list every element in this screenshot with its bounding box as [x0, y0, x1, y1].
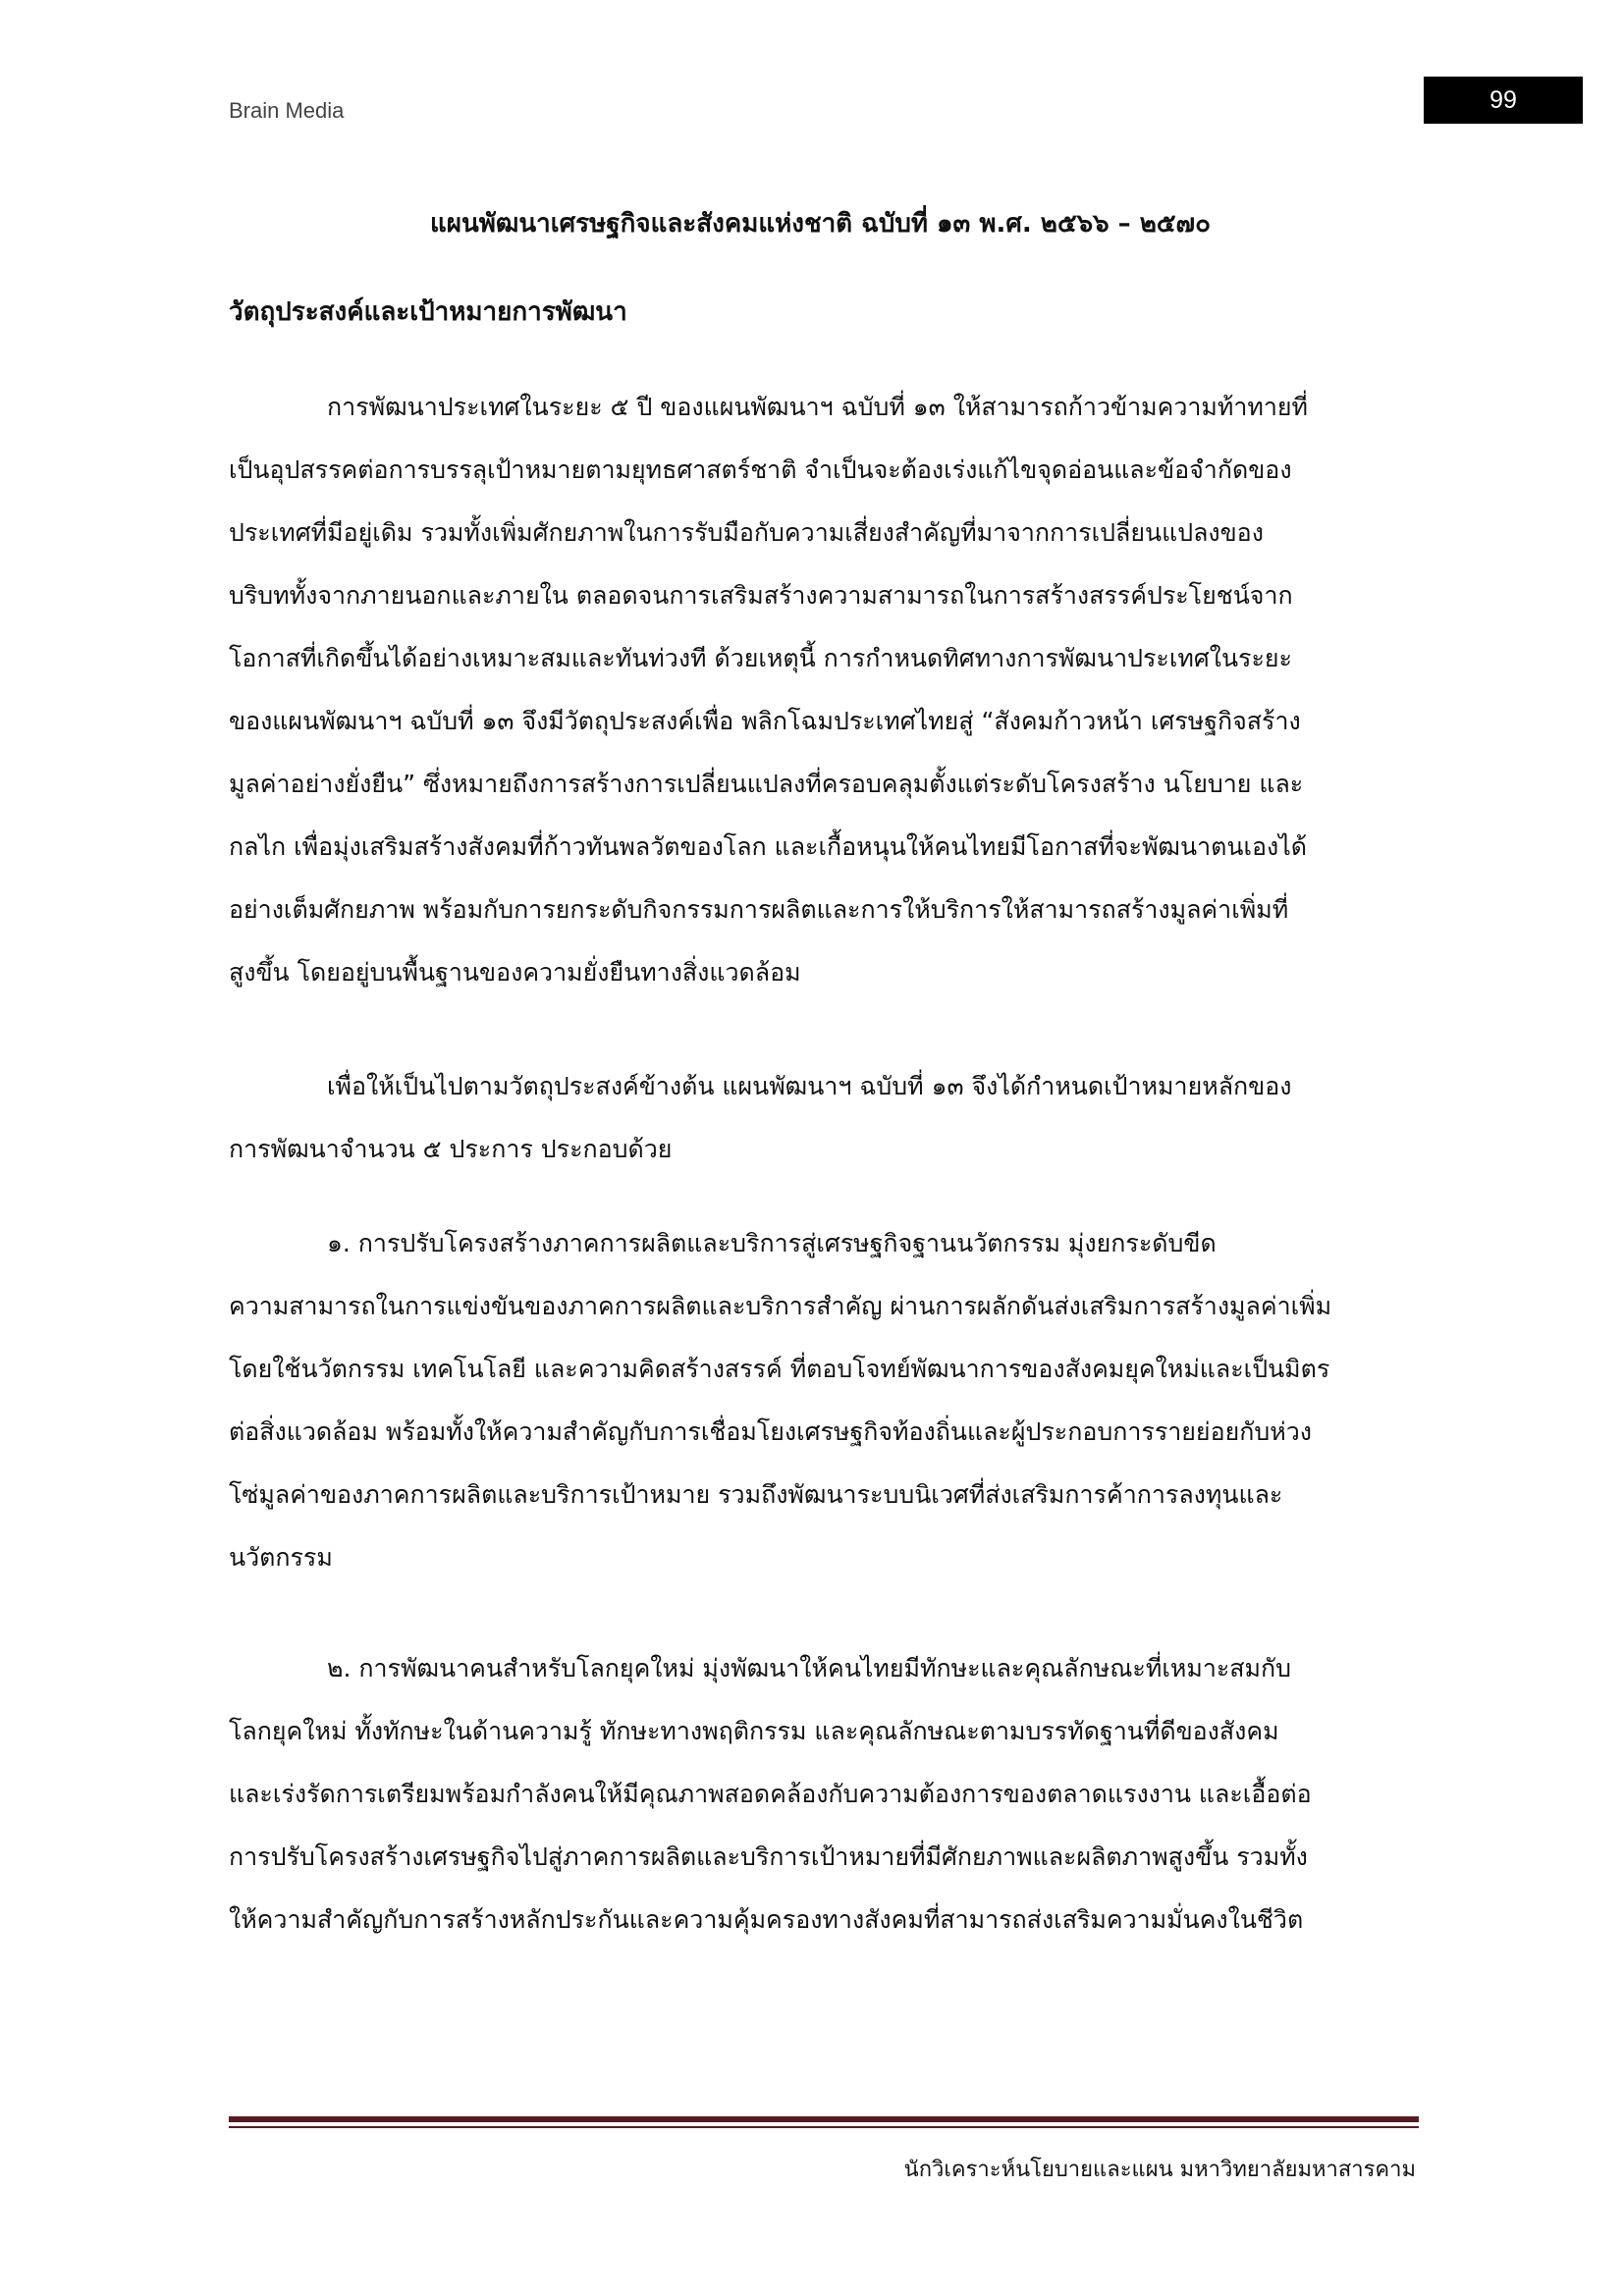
paragraph-line: ๑. การปรับโครงสร้างภาคการผลิตและบริการสู่เศรษฐกิจฐานนวัตกรรม มุ่งยกระดับขีด	[327, 1229, 1217, 1257]
footer-rule	[229, 2116, 1419, 2122]
paragraph-line: นวัตกรรม	[229, 1543, 333, 1572]
paragraph-line: กลไก เพื่อมุ่งเสริมสร้างสังคมที่ก้าวทันพลวัตของโลก และเกื้อหนุนให้คนไทยมีโอกาสที่จะพัฒนาตนเองได้	[229, 832, 1308, 861]
paragraph-line: ๒. การพัฒนาคนสำหรับโลกยุคใหม่ มุ่งพัฒนาให้คนไทยมีทักษะและคุณลักษณะที่เหมาะสมกับ	[327, 1654, 1292, 1682]
footer-text: นักวิเคราะห์นโยบายและแผน มหาวิทยาลัยมหาสารคาม	[903, 2158, 1416, 2182]
paragraph-line: มูลค่าอย่างยั่งยืน” ซึ่งหมายถึงการสร้างการเปลี่ยนแปลงที่ครอบคลุมตั้งแต่ระดับโครงสร้าง นโยบาย และ	[229, 770, 1304, 798]
paragraph-line: ต่อสิ่งแวดล้อม พร้อมทั้งให้ความสำคัญกับการเชื่อมโยงเศรษฐกิจท้องถิ่นและผู้ประกอบการรายย่อยกับห่วง	[229, 1417, 1312, 1446]
paragraph-goal-2	[229, 1637, 1412, 1951]
paragraph-line: และเร่งรัดการเตรียมพร้อมกำลังคนให้มีคุณภาพสอดคล้องกับความต้องการของตลาดแรงงาน และเอื้อต่อ	[229, 1780, 1312, 1808]
footer-rule-thin	[229, 2126, 1419, 2128]
paragraph-line: ของแผนพัฒนาฯ ฉบับที่ ๑๓ จึงมีวัตถุประสงค์เพื่อ พลิกโฉมประเทศไทยสู่ “สังคมก้าวหน้า เศรษฐกิจสร้าง	[229, 707, 1301, 735]
paragraph-line: เป็นอุปสรรคต่อการบรรลุเป้าหมายตามยุทธศาสตร์ชาติ จำเป็นจะต้องเร่งแก้ไขจุดอ่อนและข้อจำกัดของ	[229, 455, 1292, 484]
paragraph-line: เพื่อให้เป็นไปตามวัตถุประสงค์ข้างต้น แผนพัฒนาฯ ฉบับที่ ๑๓ จึงได้กำหนดเป้าหมายหลักของ	[327, 1072, 1292, 1100]
paragraph-line: การพัฒนาประเทศในระยะ ๕ ปี ของแผนพัฒนาฯ ฉบับที่ ๑๓ ให้สามารถก้าวข้ามความท้าทายที่	[327, 393, 1309, 421]
paragraph-line: ให้ความสำคัญกับการสร้างหลักประกันและความคุ้มครองทางสังคมที่สามารถส่งเสริมความมั่นคงในชีวิต	[229, 1905, 1304, 1934]
paragraph-line: การพัฒนาจำนวน ๕ ประการ ประกอบด้วย	[229, 1135, 673, 1163]
paragraph-line: โซ่มูลค่าของภาคการผลิตและบริการเป้าหมาย รวมถึงพัฒนาระบบนิเวศที่ส่งเสริมการค้าการลงทุนและ	[229, 1480, 1283, 1509]
paragraph-line: บริบททั้งจากภายนอกและภายใน ตลอดจนการเสริมสร้างความสามารถในการสร้างสรรค์ประโยชน์จาก	[229, 581, 1293, 610]
paragraph-line: สูงขึ้น โดยอยู่บนพื้นฐานของความยั่งยืนทางสิ่งแวดล้อม	[229, 958, 801, 987]
paragraph-line: ความสามารถในการแข่งขันของภาคการผลิตและบริการสำคัญ ผ่านการผลักดันส่งเสริมการสร้างมูลค่าเพิ่ม	[229, 1292, 1332, 1320]
paragraph-line: อย่างเต็มศักยภาพ พร้อมกับการยกระดับกิจกรรมการผลิตและการให้บริการให้สามารถสร้างมูลค่าเพิ่มที่	[229, 895, 1289, 924]
paragraph-line: โอกาสที่เกิดขึ้นได้อย่างเหมาะสมและทันท่วงที ด้วยเหตุนี้ การกำหนดทิศทางการพัฒนาประเทศในระยะ	[229, 644, 1292, 672]
document-title: แผนพัฒนาเศรษฐกิจและสังคมแห่งชาติ ฉบับที่ ๑๓ พ.ศ. ๒๕๖๖ – ๒๕๗๐	[430, 209, 1211, 239]
paragraph-line: โลกยุคใหม่ ทั้งทักษะในด้านความรู้ ทักษะทางพฤติกรรม และคุณลักษณะตามบรรทัดฐานที่ดีของสังคม	[229, 1717, 1279, 1745]
section-heading: วัตถุประสงค์และเป้าหมายการพัฒนา	[229, 297, 627, 327]
paragraph-goal-1	[229, 1212, 1412, 1589]
paragraph-goals-intro	[229, 1055, 1412, 1181]
paragraph-line: การปรับโครงสร้างเศรษฐกิจไปสู่ภาคการผลิตและบริการเป้าหมายที่มีศักยภาพและผลิตภาพสูงขึ้น รวมทั้ง	[229, 1842, 1308, 1871]
publisher-name: Brain Media	[229, 98, 345, 123]
paragraph-line: โดยใช้นวัตกรรม เทคโนโลยี และความคิดสร้างสรรค์ ที่ตอบโจทย์พัฒนาการของสังคมยุคใหม่และเป็นมิตร	[229, 1355, 1330, 1383]
paragraph-line: ประเทศที่มีอยู่เดิม รวมทั้งเพิ่มศักยภาพในการรับมือกับความเสี่ยงสำคัญที่มาจากการเปลี่ยนแปลงของ	[229, 518, 1264, 547]
paragraph-intro	[229, 376, 1412, 1004]
page-number: 99	[1424, 77, 1583, 124]
